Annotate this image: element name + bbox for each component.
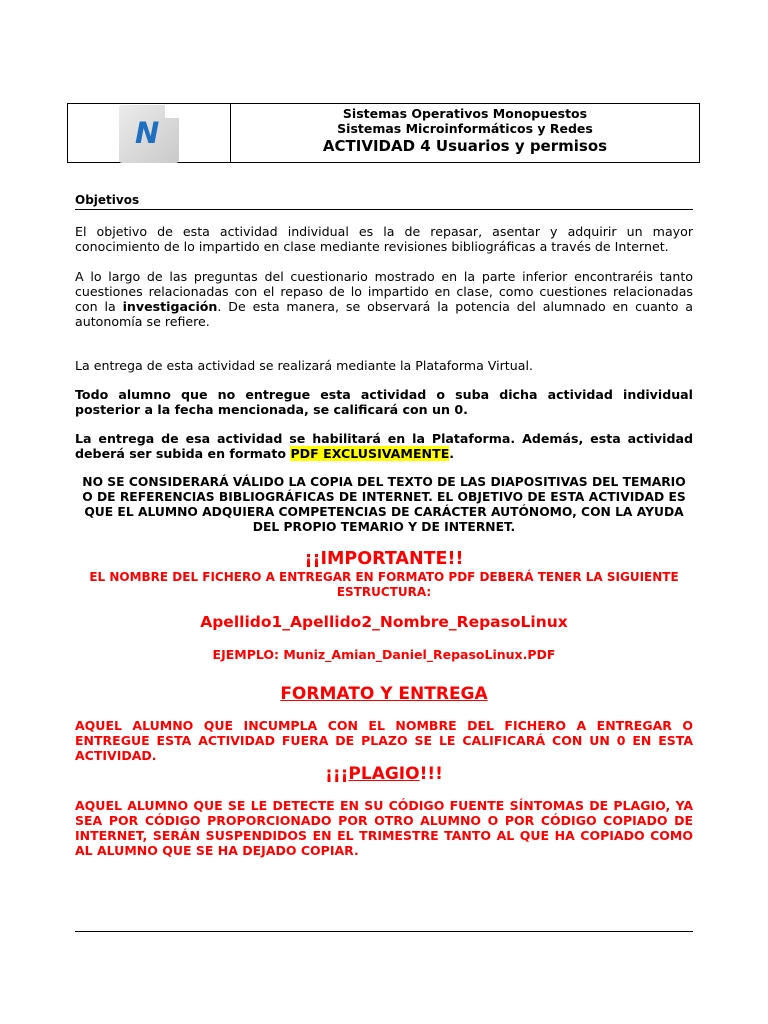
pdf-exclusive-highlight: PDF EXCLUSIVAMENTE	[290, 446, 450, 461]
filename-instruction: EL NOMBRE DEL FICHERO A ENTREGAR EN FORMATO PDF DEBERÁ TENER LA SIGUIENTE ESTRUCTURA:	[89, 570, 679, 599]
paragraph-format	[75, 431, 693, 461]
paragraph-questions-part1: A lo largo de las preguntas del cuestionario mostrado en la parte inferior encontraréis tanto cuestiones relacionadas con el repaso de lo impartido en clase, como cuestiones relacionadas con la	[75, 269, 693, 314]
paragraph-questions-part2: . De esta manera, se observará la potencia del alumnado en cuanto a autonomía se refiere.	[75, 299, 693, 329]
paragraph-delivery: La entrega de esta actividad se realizará mediante la Plataforma Virtual.	[75, 358, 533, 373]
plagio-word: PLAGIO	[348, 764, 420, 784]
plagio-text: AQUEL ALUMNO QUE SE LE DETECTE EN SU CÓDIGO FUENTE SÍNTOMAS DE PLAGIO, YA SEA POR CÓDIGO PROPORCIONADO POR OTRO ALUMNO O POR CÓDIGO COPIADO DE INTERNET, SERÁN SUSPENDIDOS EN EL TRIMESTRE TANTO AL QUE HA COPIADO COMO AL ALUMNO QUE SE HA DEJADO COPIAR.	[75, 798, 693, 858]
document-header	[67, 103, 700, 163]
paragraph-copy-warning: NO SE CONSIDERARÁ VÁLIDO LA COPIA DEL TEXTO DE LAS DIAPOSITIVAS DEL TEMARIO O DE REFERENCIAS BIBLIOGRÁFICAS DE INTERNET. EL OBJETIVO DE ESTA ACTIVIDAD ES QUE EL ALUMNO ADQUIERA COMPETENCIAS DE CARÁCTER AUTÓNOMO, CON LA AYUDA DEL PROPIO TEMARIO Y DE INTERNET.	[82, 475, 686, 534]
paragraph-questions	[75, 269, 693, 329]
title-cell	[231, 104, 699, 162]
logo-cell	[68, 104, 231, 162]
paragraph-objective: El objetivo de esta actividad individual es la de repasar, asentar y adquirir un mayor conocimiento de lo impartido en clase mediante revisiones bibliográficas a través de Internet.	[75, 224, 693, 254]
paragraph-format-part2: .	[449, 446, 455, 461]
plagio-heading	[75, 763, 693, 785]
paragraph-penalty: Todo alumno que no entregue esta actividad o suba dicha actividad individual posterior a la fecha mencionada, se calificará con un 0.	[75, 387, 693, 417]
course-title: Sistemas Operativos Monopuestos	[342, 106, 588, 121]
footer-rule	[75, 931, 693, 932]
activity-title: ACTIVIDAD 4 Usuarios y permisos	[322, 137, 608, 155]
investigacion-term: investigación	[122, 299, 218, 314]
institution-logo	[119, 105, 179, 163]
importante-heading: ¡¡IMPORTANTE!!	[304, 549, 464, 569]
filename-pattern: Apellido1_Apellido2_Nombre_RepasoLinux	[200, 613, 568, 631]
plagio-prefix: ¡¡¡	[325, 764, 349, 784]
logo-notch	[165, 105, 179, 118]
logo-letter: N	[135, 116, 160, 150]
paragraph-format-part1: La entrega de esa actividad se habilitará en la Plataforma. Además, esta actividad deberá ser subida en formato	[75, 431, 693, 461]
formato-text: AQUEL ALUMNO QUE INCUMPLA CON EL NOMBRE DEL FICHERO A ENTREGAR O ENTREGUE ESTA ACTIVIDAD FUERA DE PLAZO SE LE CALIFICARÁ CON UN 0 EN ESTA ACTIVIDAD.	[75, 718, 693, 763]
plagio-suffix: !!!	[419, 764, 443, 784]
formato-heading: FORMATO Y ENTREGA	[280, 684, 488, 704]
objetivos-heading: Objetivos	[75, 193, 693, 210]
program-title: Sistemas Microinformáticos y Redes	[337, 121, 593, 136]
filename-example: EJEMPLO: Muniz_Amian_Daniel_RepasoLinux.PDF	[212, 647, 556, 662]
